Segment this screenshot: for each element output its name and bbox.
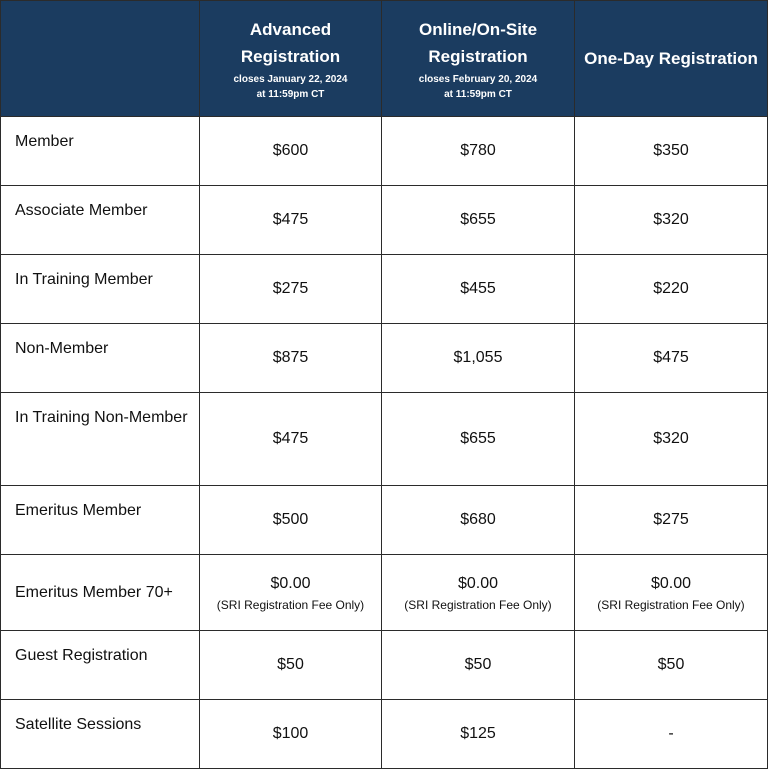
price-value: - — [668, 725, 674, 742]
advanced-price — [200, 631, 382, 700]
online-deadline — [382, 72, 574, 102]
oneday-price — [575, 324, 768, 393]
row-label: Emeritus Member — [1, 486, 200, 555]
oneday-price — [575, 700, 768, 769]
price-value: $475 — [653, 349, 689, 366]
online-title: Online/On-Site Registration — [418, 19, 538, 66]
price-value: $0.00 — [650, 574, 692, 592]
price-value: $475 — [272, 430, 309, 447]
row-label: Emeritus Member 70+ — [1, 555, 200, 631]
oneday-price — [575, 393, 768, 486]
advanced-price — [200, 486, 382, 555]
price-value: $600 — [272, 142, 309, 159]
advanced-price — [200, 324, 382, 393]
advanced-price — [200, 186, 382, 255]
price-value: $500 — [272, 511, 309, 528]
row-label: In Training Non-Member — [1, 393, 200, 486]
online-price — [382, 255, 575, 324]
price-value: $655 — [460, 211, 496, 228]
row-label: Associate Member — [1, 186, 200, 255]
advanced-title: Advanced Registration — [240, 19, 341, 66]
oneday-title: One-Day Registration — [584, 49, 758, 68]
oneday-price — [575, 555, 768, 631]
online-price — [382, 700, 575, 769]
table-row — [1, 186, 768, 255]
online-price — [382, 393, 575, 486]
price-value: $100 — [272, 725, 309, 742]
price-value: $320 — [653, 430, 689, 447]
table-row — [1, 486, 768, 555]
price-value: $275 — [272, 280, 309, 297]
table-row — [1, 255, 768, 324]
table-body — [1, 117, 768, 769]
advanced-price — [200, 393, 382, 486]
online-price — [382, 186, 575, 255]
row-label: In Training Member — [1, 255, 200, 324]
price-value: $50 — [657, 656, 685, 673]
advanced-deadline-time: at 11:59pm CT — [256, 88, 325, 100]
oneday-price — [575, 186, 768, 255]
price-value: $350 — [653, 142, 689, 159]
price-note: (SRI Registration Fee Only) — [216, 597, 365, 612]
row-label: Non-Member — [1, 324, 200, 393]
price-value: $655 — [460, 430, 496, 447]
header-oneday-registration — [575, 1, 768, 117]
table-row — [1, 555, 768, 631]
table-row — [1, 393, 768, 486]
advanced-price — [200, 117, 382, 186]
price-value: $50 — [464, 656, 492, 673]
price-value: $475 — [272, 211, 309, 228]
online-price — [382, 486, 575, 555]
online-price — [382, 631, 575, 700]
price-value: $50 — [277, 656, 304, 673]
advanced-price — [200, 700, 382, 769]
header-online-registration — [382, 1, 575, 117]
price-value: $275 — [653, 511, 689, 528]
table-row — [1, 700, 768, 769]
online-price — [382, 555, 575, 631]
advanced-price — [200, 555, 382, 631]
online-deadline-time: at 11:59pm CT — [444, 88, 512, 100]
price-value: $875 — [272, 349, 309, 366]
online-price — [382, 324, 575, 393]
table-row — [1, 631, 768, 700]
price-note: (SRI Registration Fee Only) — [597, 597, 745, 612]
header-advanced-registration — [200, 1, 382, 117]
price-value: $680 — [460, 511, 496, 528]
table-row — [1, 117, 768, 186]
row-label: Satellite Sessions — [1, 700, 200, 769]
price-value: $125 — [460, 725, 496, 742]
oneday-price — [575, 255, 768, 324]
price-value: $220 — [653, 280, 689, 297]
header-row — [1, 1, 768, 117]
price-value: $780 — [460, 142, 496, 159]
advanced-deadline — [200, 72, 381, 102]
oneday-price — [575, 117, 768, 186]
online-deadline-date: closes February 20, 2024 — [418, 73, 538, 85]
price-value: $320 — [653, 211, 689, 228]
row-label: Guest Registration — [1, 631, 200, 700]
oneday-price — [575, 631, 768, 700]
price-value: $0.00 — [457, 574, 499, 592]
advanced-price — [200, 255, 382, 324]
online-price — [382, 117, 575, 186]
advanced-deadline-date: closes January 22, 2024 — [233, 73, 348, 85]
price-note: (SRI Registration Fee Only) — [404, 597, 552, 612]
table-header — [1, 1, 768, 117]
header-empty-cell — [1, 1, 200, 117]
price-value: $0.00 — [270, 574, 311, 592]
price-value: $1,055 — [453, 349, 503, 366]
table-row — [1, 324, 768, 393]
price-value: $455 — [460, 280, 496, 297]
oneday-price — [575, 486, 768, 555]
row-label: Member — [1, 117, 200, 186]
